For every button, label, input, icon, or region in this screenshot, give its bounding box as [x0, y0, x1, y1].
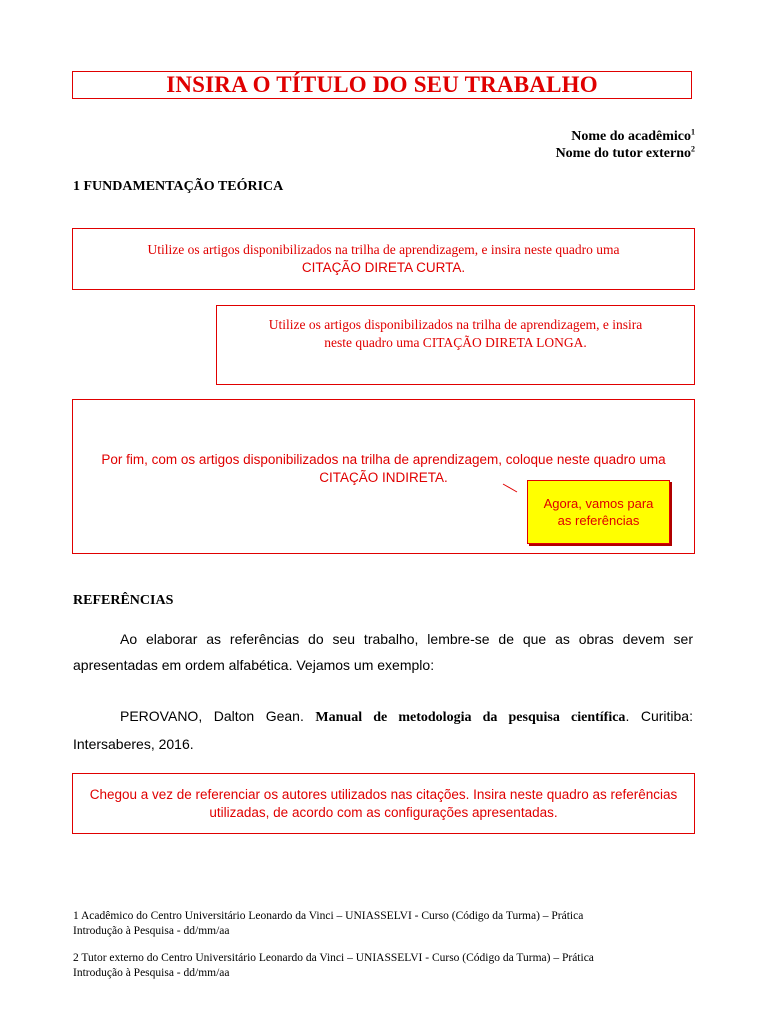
short-quote-line-1: Utilize os artigos disponibilizados na trilha de aprendizagem, e insira neste quadro uma	[147, 242, 620, 257]
callout-note-line-1: Agora, vamos para	[543, 496, 654, 511]
title-box[interactable]	[72, 71, 692, 99]
tutor-footnote-mark: 2	[691, 144, 695, 154]
footnote-1-line-1: 1 Acadêmico do Centro Universitário Leonardo da Vinci – UNIASSELVI - Curso (Código da Turma) – Prática	[73, 910, 584, 922]
references-box-line-1: Chegou a vez de referenciar os autores utilizados nas citações. Insira neste quadro as referências	[89, 786, 678, 802]
footnote-2	[73, 951, 693, 981]
callout-note	[527, 480, 670, 544]
references-box-line-2: utilizadas, de acordo com as configurações apresentadas.	[209, 804, 558, 820]
references-intro-paragraph	[73, 626, 693, 678]
document-title: INSIRA O TÍTULO DO SEU TRABALHO	[166, 72, 598, 97]
footnote-1	[73, 909, 693, 939]
references-box[interactable]	[72, 773, 695, 834]
references-intro-text: Ao elaborar as referências do seu trabalho, lembre-se de que as obras devem ser apresentadas em ordem alfabética. Vejamos um exemplo:	[73, 631, 693, 673]
long-quote-line-2: neste quadro uma CITAÇÃO DIRETA LONGA.	[324, 335, 587, 350]
footnote-2-line-1: 2 Tutor externo do Centro Universitário Leonardo da Vinci – UNIASSELVI - Curso (Código da Turma) – Prática	[73, 952, 594, 964]
author-block	[556, 128, 695, 162]
section-heading-referencias: REFERÊNCIAS	[73, 593, 174, 608]
reference-example-author: PEROVANO, Dalton Gean.	[120, 708, 304, 724]
footnote-1-line-2: Introdução à Pesquisa - dd/mm/aa	[73, 925, 230, 937]
student-name-line	[556, 128, 695, 145]
reference-example-title: Manual de metodologia da pesquisa científica	[315, 710, 626, 725]
references-instructions	[90, 786, 678, 822]
short-quote-line-2: CITAÇÃO DIRETA CURTA.	[301, 260, 466, 275]
tutor-name[interactable]: Nome do tutor externo	[555, 146, 691, 161]
reference-example-rest: . Curitiba: Intersaberes, 2016.	[73, 708, 693, 752]
callout-pointer	[502, 483, 518, 493]
long-quote-line-1: Utilize os artigos disponibilizados na trilha de aprendizagem, e insira	[268, 317, 643, 332]
callout-note-line-2: as referências	[557, 513, 640, 528]
long-quote-instructions	[269, 316, 642, 352]
footnote-2-line-2: Introdução à Pesquisa - dd/mm/aa	[73, 967, 230, 979]
student-name[interactable]: Nome do acadêmico	[571, 129, 691, 144]
student-footnote-mark: 1	[691, 127, 695, 137]
short-quote-box[interactable]	[72, 228, 695, 290]
short-quote-instructions	[148, 241, 620, 277]
reference-example	[73, 703, 693, 757]
long-quote-box[interactable]	[216, 305, 695, 385]
indirect-quote-line-2: CITAÇÃO INDIRETA.	[319, 469, 448, 485]
section-heading-fundamentacao: 1 FUNDAMENTAÇÃO TEÓRICA	[73, 179, 284, 194]
tutor-name-line	[556, 145, 695, 162]
indirect-quote-line-1: Por fim, com os artigos disponibilizados na trilha de aprendizagem, coloque neste quadro uma	[101, 451, 666, 467]
